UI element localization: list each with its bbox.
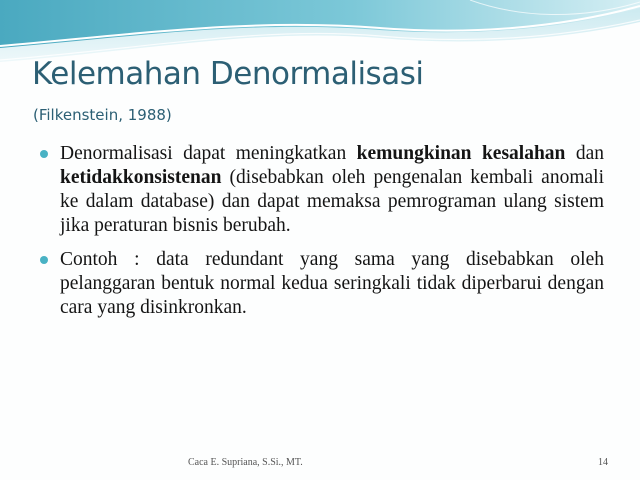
bullet-text-segment: Denormalisasi dapat meningkatkan (60, 143, 357, 164)
bold-term-ketidakkonsistenan: ketidakkonsistenan (60, 167, 222, 188)
bullet-text: Contoh : data redundant yang sama yang disebabkan oleh pelanggaran bentuk normal kedua seringkali tidak diperbarui dengan cara yang disinkronkan. (60, 249, 604, 318)
bold-term-kemungkinan-kesalahan: kemungkinan kesalahan (356, 143, 566, 164)
bullet-text (60, 142, 604, 238)
slide-subtitle: (Filkenstein, 1988) (33, 106, 172, 124)
footer-author: Caca E. Supriana, S.Si., MT. (188, 457, 303, 468)
bullet-dot-icon (40, 150, 48, 158)
bullet-list (40, 142, 604, 330)
bullet-text-segment: (disebabkan oleh pengenalan kembali anomali ke dalam database) dan dapat memaksa pemrograman ulang sistem jika peraturan bisnis berubah. (60, 167, 604, 236)
bullet-item (40, 248, 604, 320)
page-number: 14 (598, 457, 608, 468)
bullet-item (40, 142, 604, 238)
bullet-text-segment: dan (565, 143, 604, 164)
bullet-dot-icon (40, 256, 48, 264)
slide-title: Kelemahan Denormalisasi (32, 56, 424, 92)
